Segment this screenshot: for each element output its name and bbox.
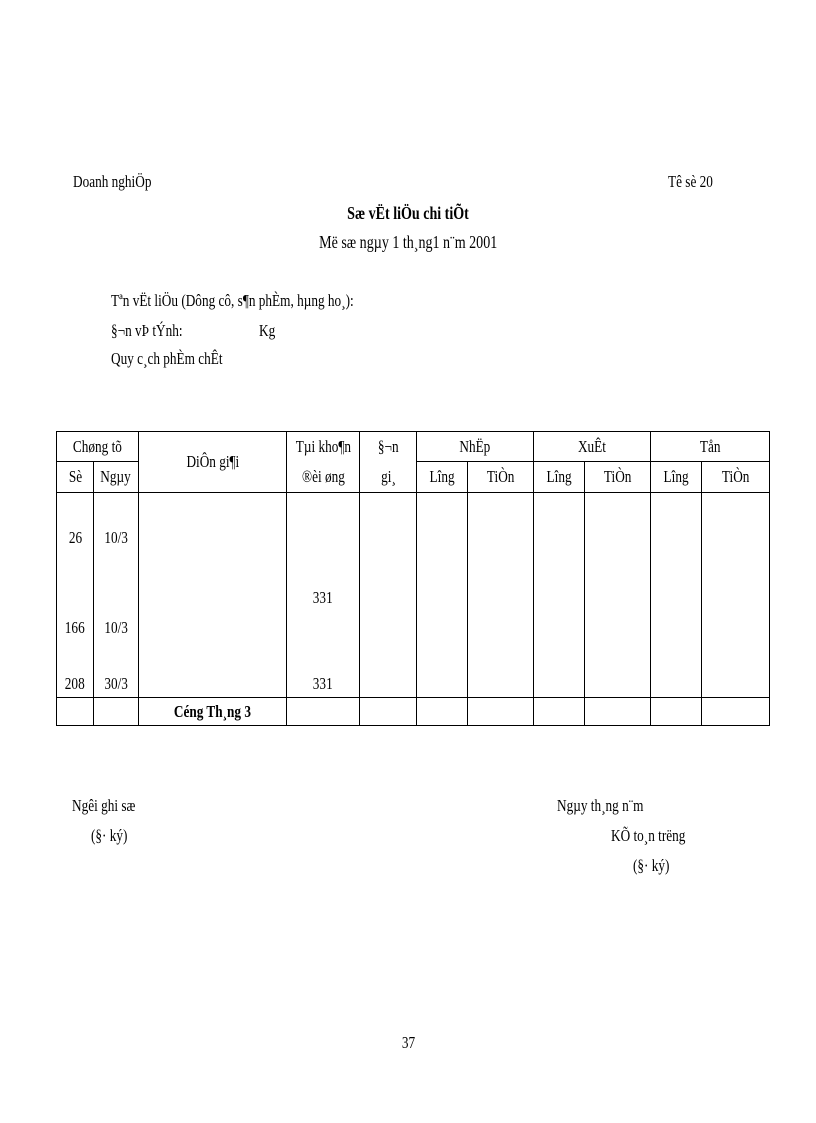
row-no [57, 583, 94, 613]
row-no: 208 [57, 671, 94, 698]
row-date: 10/3 [94, 523, 139, 553]
accountant-signed: (§· ký) [633, 856, 670, 875]
table-row [57, 523, 770, 553]
material-name: Tªn vËt liÖu (Dông cô, s¶n phÈm, hµng ho¸): [111, 291, 354, 310]
row-account [287, 523, 360, 553]
row-date [94, 583, 139, 613]
row-no: 166 [57, 613, 94, 643]
row-no: 26 [57, 523, 94, 553]
row-account: 331 [287, 671, 360, 698]
header-voucher: Chøng tõ [57, 432, 139, 462]
header-stock: Tån [651, 432, 770, 462]
form-number: Tê sè 20 [668, 172, 713, 191]
table-row [57, 583, 770, 613]
unit-label: §¬n vÞ tÝnh: [111, 321, 183, 340]
page-title: Sæ vËt liÖu chi tiÕt [347, 203, 469, 223]
header-date: Ngµy [94, 462, 139, 493]
header-stock-qty: Lîng [651, 462, 702, 493]
row-account: 331 [287, 583, 360, 613]
specification: Quy c¸ch phÈm chÊt [111, 349, 223, 368]
row-date: 10/3 [94, 613, 139, 643]
row-account [287, 613, 360, 643]
recorder-signed: (§· ký) [91, 826, 128, 845]
header-no: Sè [57, 462, 94, 493]
recorder-label: Ngêi ghi sæ [72, 796, 136, 815]
header-stock-amount: TiÒn [702, 462, 770, 493]
header-import-qty: Lîng [417, 462, 468, 493]
table-row [57, 613, 770, 643]
ledger-table [56, 431, 770, 726]
company-label: Doanh nghiÖp [73, 172, 152, 191]
header-export-qty: Lîng [534, 462, 585, 493]
header-account-2: ®èi øng [287, 462, 360, 493]
header-description: DiÔn gi¶i [139, 432, 287, 493]
total-label: Céng Th¸ng 3 [139, 698, 287, 726]
header-price-2: gi¸ [360, 462, 417, 493]
table-row [57, 671, 770, 698]
header-price-1: §¬n [360, 432, 417, 462]
total-row [57, 698, 770, 726]
page-number: 37 [401, 1033, 415, 1052]
header-import: NhËp [417, 432, 534, 462]
header-export: XuÊt [534, 432, 651, 462]
header-import-amount: TiÒn [468, 462, 534, 493]
date-line: Ngµy th¸ng n¨m [557, 796, 644, 815]
row-date: 30/3 [94, 671, 139, 698]
opening-date: Më sæ ngµy 1 th¸ng1 n¨m 2001 [318, 232, 498, 252]
unit-value: Kg [259, 321, 276, 340]
header-account-1: Tµi kho¶n [287, 432, 360, 462]
header-export-amount: TiÒn [585, 462, 651, 493]
chief-accountant-label: KÕ to¸n trëng [611, 826, 686, 845]
